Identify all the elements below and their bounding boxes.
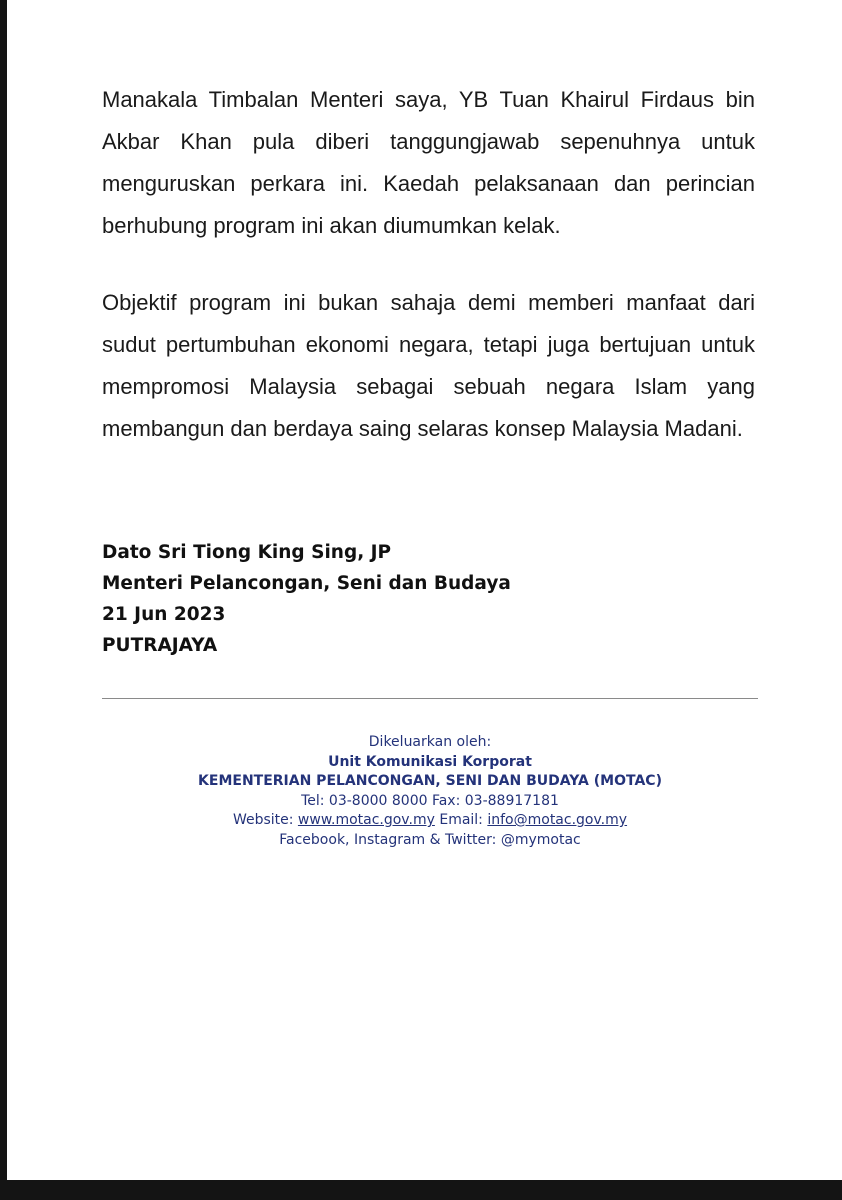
paragraph-deputy-minister: Manakala Timbalan Menteri saya, YB Tuan Khairul Firdaus bin Akbar Khan pula diberi tanggungjawab sepenuhnya untuk menguruskan perkara ini. Kaedah pelaksanaan dan perincian berhubung program ini akan diumumkan kelak. — [102, 87, 755, 238]
press-footer — [102, 733, 758, 850]
signature-place: PUTRAJAYA — [102, 635, 218, 656]
website-link[interactable]: www.motac.gov.my — [297, 812, 435, 828]
website-email-line — [102, 811, 758, 831]
contact-numbers: Tel: 03-8000 8000 Fax: 03-88917181 — [301, 792, 559, 809]
signature-date: 21 Jun 2023 — [102, 604, 226, 625]
email-link[interactable]: info@motac.gov.my — [487, 812, 628, 828]
left-dark-border — [0, 0, 7, 1200]
social-media-line: Facebook, Instagram & Twitter: @mymotac — [279, 831, 581, 848]
ministry-name: KEMENTERIAN PELANCONGAN, SENI DAN BUDAYA (MOTAC) — [198, 773, 662, 789]
website-label: Website: — [232, 812, 294, 828]
bottom-dark-border — [0, 1180, 842, 1200]
email-label: Email: — [439, 812, 483, 828]
issued-by-label: Dikeluarkan oleh: — [368, 734, 492, 750]
footer-divider — [102, 698, 758, 699]
paragraph-objective: Objektif program ini bukan sahaja demi memberi manfaat dari sudut pertumbuhan ekonomi negara, tetapi juga bertujuan untuk mempromosi Malaysia sebagai sebuah negara Islam yang membangun dan berdaya saing selaras konsep Malaysia Madani. — [102, 290, 755, 441]
unit-name: Unit Komunikasi Korporat — [328, 753, 532, 770]
signatory-position: Menteri Pelancongan, Seni dan Budaya — [102, 573, 511, 594]
signature-block — [102, 537, 755, 661]
signatory-name: Dato Sri Tiong King Sing, JP — [102, 542, 392, 563]
